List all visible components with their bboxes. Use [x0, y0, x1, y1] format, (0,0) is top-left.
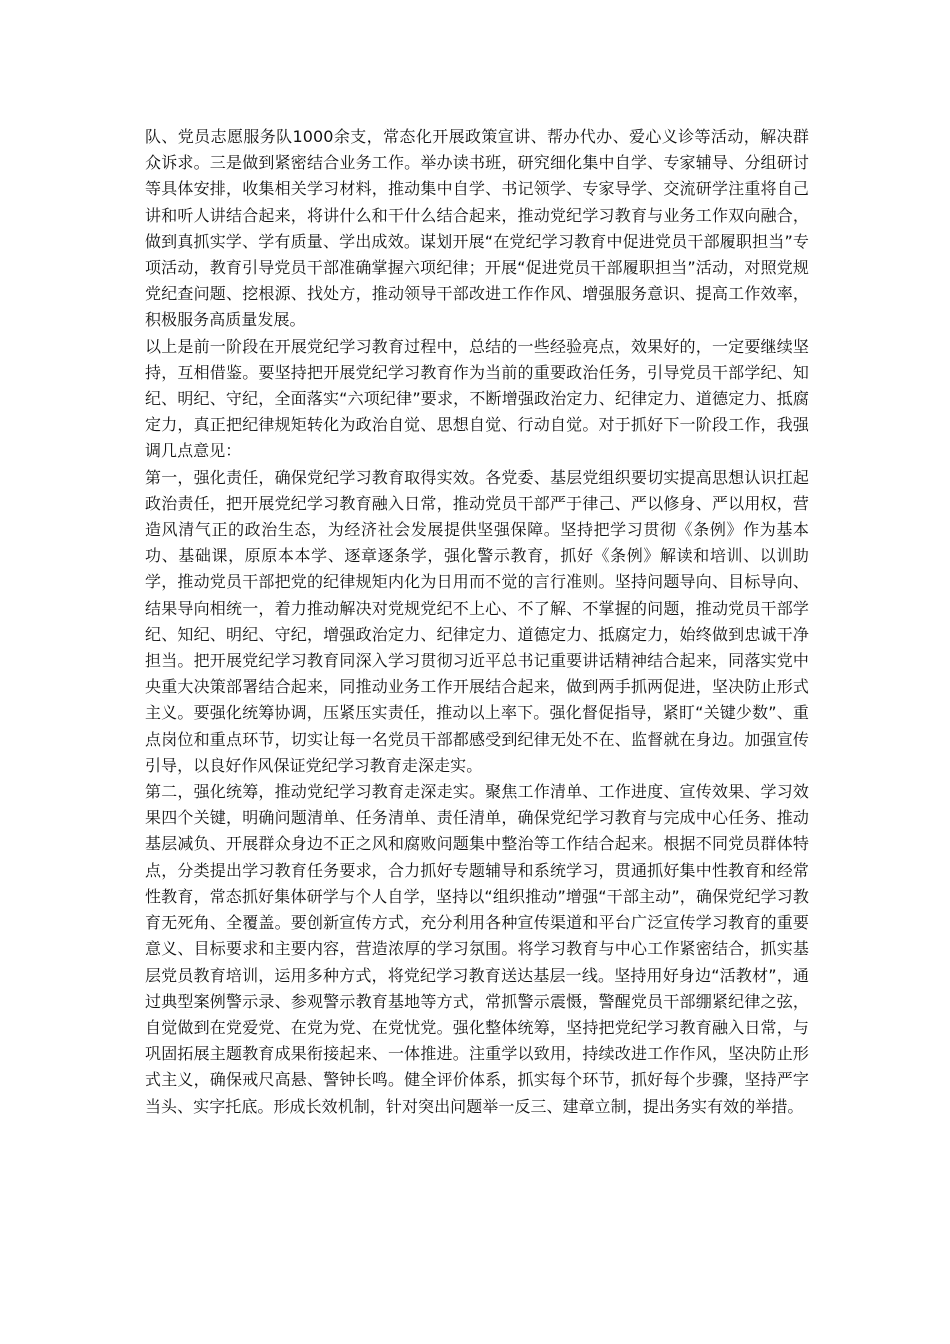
- paragraph-2: 以上是前一阶段在开展党纪学习教育过程中，总结的一些经验亮点，效果好的，一定要继续坚持，互相借鉴。要坚持把开展党纪学习教育作为当前的重要政治任务，引导党员干部学纪、知纪、明纪、守纪，全面落实“六项纪律”要求，不断增强政治定力、纪律定力、道德定力、抵腐定力，真正把纪律规矩转化为政治自觉、思想自觉、行动自觉。对于抓好下一阶段工作，我强调几点意见：: [145, 336, 809, 461]
- paragraph-4: 第二，强化统筹，推动党纪学习教育走深走实。聚焦工作清单、工作进度、宣传效果、学习效果四个关键，明确问题清单、任务清单、责任清单，确保党纪学习教育与完成中心任务、推动基层减负、开展群众身边不正之风和腐败问题集中整治等工作结合起来。根据不同党员群体特点，分类提出学习教育任务要求，合力抓好专题辅导和系统学习，贯通抓好集中性教育和经常性教育，常态抓好集体研学与个人自学，坚持以“组织推动”增强“干部主动”，确保党纪学习教育无死角、全覆盖。要创新宣传方式，充分利用各种宣传渠道和平台广泛宣传学习教育的重要意义、目标要求和主要内容，营造浓厚的学习氛围。将学习教育与中心工作紧密结合，抓实基层党员教育培训，运用多种方式，将党纪学习教育送达基层一线。坚持用好身边“活教材”，通过典型案例警示录、参观警示教育基地等方式，常抓警示震慑，警醒党员干部绷紧纪律之弦，自觉做到在党爱党、在党为党、在党忧党。强化整体统筹，坚持把党纪学习教育融入日常，与巩固拓展主题教育成果衔接起来、一体推进。注重学以致用，持续改进工作作风，坚决防止形式主义，确保戒尺高悬、警钟长鸣。健全评价体系，抓实每个环节，抓好每个步骤，坚持严字当头、实字托底。形成长效机制，针对突出问题举一反三、建章立制，提出务实有效的举措。: [145, 782, 809, 1116]
- paragraph-1: 队、党员志愿服务队1000余支，常态化开展政策宣讲、帮办代办、爱心义诊等活动，解决群众诉求。三是做到紧密结合业务工作。举办读书班，研究细化集中自学、专家辅导、分组研讨等具体安排，收集相关学习材料，推动集中自学、书记领学、专家导学、交流研学注重将自己讲和听人讲结合起来，将讲什么和干什么结合起来，推动党纪学习教育与业务工作双向融合，做到真抓实学、学有质量、学出成效。谋划开展“在党纪学习教育中促进党员干部履职担当”专项活动，教育引导党员干部准确掌握六项纪律；开展“促进党员干部履职担当”活动，对照党规党纪查问题、挖根源、找处方，推动领导干部改进工作作风、增强服务意识、提高工作效率，积极服务高质量发展。: [145, 127, 809, 330]
- paragraph-3: 第一，强化责任，确保党纪学习教育取得实效。各党委、基层党组织要切实提高思想认识扛起政治责任，把开展党纪学习教育融入日常，推动党员干部严于律己、严以修身、严以用权，营造风清气正的政治生态，为经济社会发展提供坚强保障。坚持把学习贯彻《条例》作为基本功、基础课，原原本本学、逐章逐条学，强化警示教育，抓好《条例》解读和培训、以训助学，推动党员干部把党的纪律规矩内化为日用而不觉的言行准则。坚持问题导向、目标导向、结果导向相统一，着力推动解决对党规党纪不上心、不了解、不掌握的问题，推动党员干部学纪、知纪、明纪、守纪，增强政治定力、纪律定力、道德定力、抵腐定力，始终做到忠诚干净担当。把开展党纪学习教育同深入学习贯彻习近平总书记重要讲话精神结合起来，同落实党中央重大决策部署结合起来，同推动业务工作开展结合起来，做到两手抓两促进，坚决防止形式主义。要强化统筹协调，压紧压实责任，推动以上率下。强化督促指导，紧盯“关键少数”、重点岗位和重点环节，切实让每一名党员干部都感受到纪律无处不在、监督就在身边。加强宣传引导，以良好作风保证党纪学习教育走深走实。: [145, 467, 809, 775]
- document-page: [145, 124, 809, 1120]
